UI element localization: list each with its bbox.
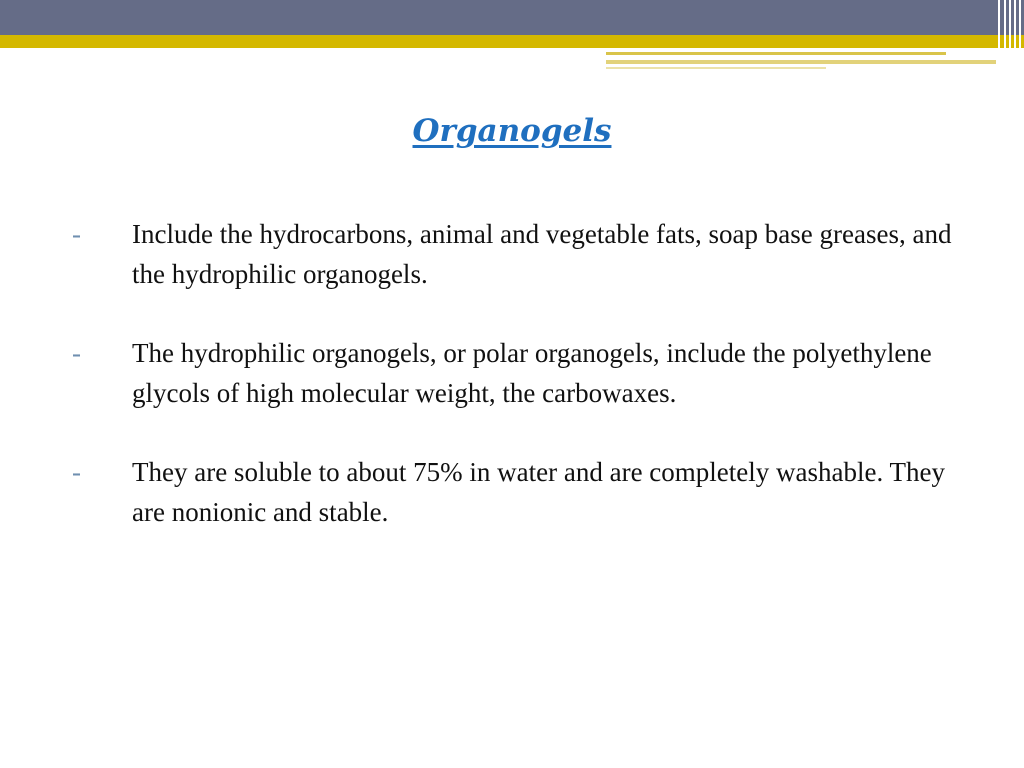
list-item: [72, 452, 972, 532]
list-item: [72, 214, 972, 294]
bullet-list: [72, 214, 972, 571]
header-band: [0, 0, 1024, 35]
gold-accent-line: [606, 67, 826, 69]
bullet-text: They are soluble to about 75% in water and are completely washable. They are nonionic and stable.: [132, 457, 945, 527]
gold-accent-bar: [0, 35, 1024, 48]
bullet-text: The hydrophilic organogels, or polar organogels, include the polyethylene glycols of high molecular weight, the carbowaxes.: [132, 338, 932, 408]
bullet-marker: -: [72, 338, 81, 368]
bullet-marker: -: [72, 219, 81, 249]
bullet-text: Include the hydrocarbons, animal and vegetable fats, soap base greases, and the hydrophilic organogels.: [132, 219, 952, 289]
corner-stripes: [994, 0, 1024, 72]
list-item: [72, 333, 972, 413]
gold-accent-line: [606, 52, 946, 55]
slide-title: Organogels: [412, 113, 612, 149]
bullet-marker: -: [72, 457, 81, 487]
gold-accent-line: [606, 60, 996, 64]
